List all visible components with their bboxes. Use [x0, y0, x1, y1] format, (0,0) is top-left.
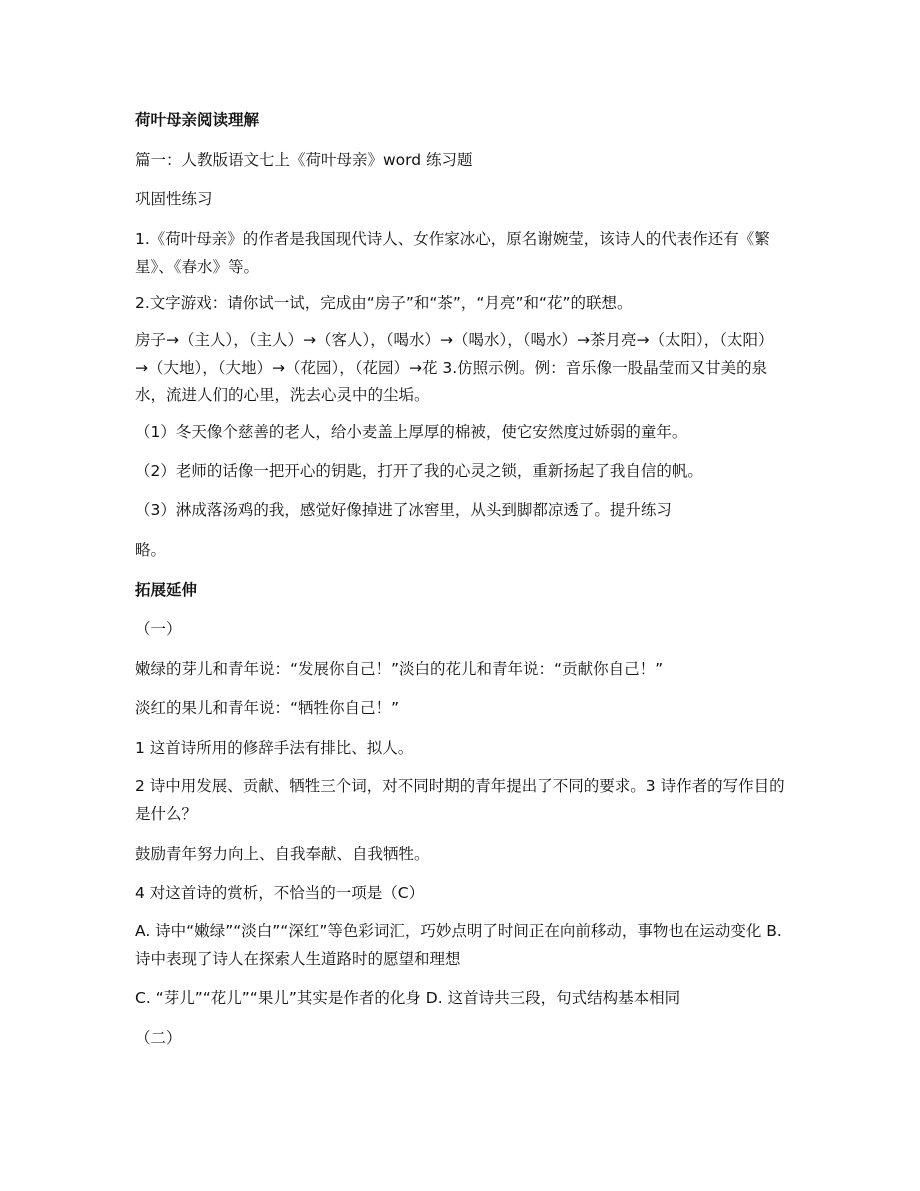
- question-4: 4 对这首诗的赏析，不恰当的一项是（C）: [135, 884, 425, 902]
- question-2-3: 2 诗中用发展、贡献、牺牲三个词，对不同时期的青年提出了不同的要求。3 诗作者的写作目的是什么？: [135, 777, 785, 823]
- poem-line-2: 淡红的果儿和青年说：“牺牲你自己！”: [135, 699, 400, 717]
- paragraph-4: 2.文字游戏：请你试一试，完成由“房子”和“茶”，“月亮”和“花”的联想。: [135, 294, 633, 312]
- paragraph-3: 1.《荷叶母亲》的作者是我国现代诗人、女作家冰心，原名谢婉莹，该诗人的代表作还有《繁星》、《春水》等。: [135, 230, 770, 276]
- paragraph-2: 巩固性练习: [135, 190, 213, 208]
- question-1: 1 这首诗所用的修辞手法有排比、拟人。: [135, 739, 414, 757]
- section-marker-two: （二）: [135, 1029, 182, 1047]
- section-marker-one: （一）: [135, 620, 182, 638]
- paragraph-9: 略。: [135, 541, 167, 559]
- paragraph-5: 房子→（主人），（主人）→（客人），（喝水）→（喝水），（喝水）→茶月亮→（太阳），（太阳）→（大地），（大地）→（花园），（花园）→花 3.仿照示例。例：音乐像一股晶莹而又甘美的泉水，流进人们的心里，洗去心灵中的尘垢。: [135, 331, 774, 404]
- answer-3: 鼓励青年努力向上、自我奉献、自我牺牲。: [135, 845, 430, 863]
- paragraph-8: （3）淋成落汤鸡的我，感觉好像掉进了冰窖里，从头到脚都凉透了。提升练习: [135, 501, 672, 519]
- poem-line-1: 嫩绿的芽儿和青年说：“发展你自己！”淡白的花儿和青年说：“贡献你自己！”: [135, 660, 664, 678]
- section-heading-extension: 拓展延伸: [135, 581, 198, 599]
- paragraph-7: （2）老师的话像一把开心的钥匙，打开了我的心灵之锁，重新扬起了我自信的帆。: [135, 462, 703, 480]
- paragraph-6: （1）冬天像个慈善的老人，给小麦盖上厚厚的棉被，使它安然度过娇弱的童年。: [135, 423, 688, 441]
- options-a-b: A. 诗中“嫩绿”“淡白”“深红”等色彩词汇，巧妙点明了时间正在向前移动，事物也在运动变化 B. 诗中表现了诗人在探索人生道路时的愿望和理想: [135, 922, 782, 968]
- paragraph-1: 篇一：人教版语文七上《荷叶母亲》word 练习题: [135, 151, 473, 169]
- options-c-d: C. “芽儿”“花儿”“果儿”其实是作者的化身 D. 这首诗共三段，句式结构基本相同: [135, 989, 681, 1007]
- document-title: 荷叶母亲阅读理解: [135, 111, 260, 129]
